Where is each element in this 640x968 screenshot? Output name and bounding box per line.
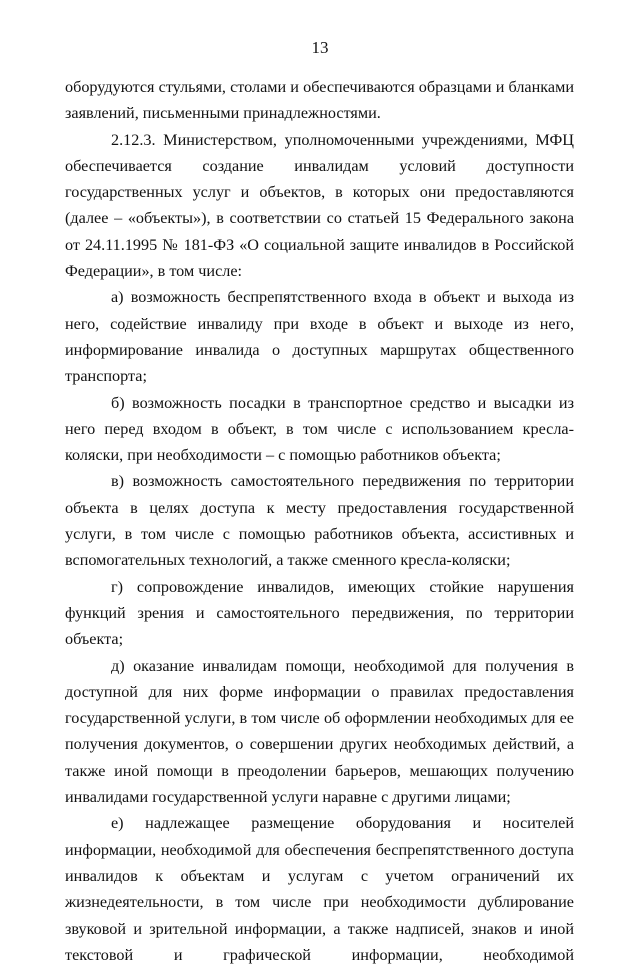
list-item-g: г) сопровождение инвалидов, имеющих стойкие нарушения функций зрения и самостоятельного передвижения, по территории объекта;	[65, 577, 574, 649]
paragraph-2-12-3: 2.12.3. Министерством, уполномоченными учреждениями, МФЦ обеспечивается создание инвалидам условий доступности государственных услуг и объектов, в которых они предоставляются (далее – «объекты»), в соответствии со статьей 15 Федерального закона от 24.11.1995 № 181-ФЗ «О социальной защите инвалидов в Российской Федерации», в том числе:	[65, 130, 574, 281]
list-item-d: д) оказание инвалидам помощи, необходимой для получения в доступной для них форме информации о правилах предоставления государственной услуги, в том числе об оформлении необходимых для ее получения документов, о совершении других необходимых действий, а также иной помощи в преодолении барьеров, мешающих получению инвалидами государственной услуги наравне с другими лицами;	[65, 656, 574, 807]
paragraph-continuation: оборудуются стульями, столами и обеспечиваются образцами и бланками заявлений, письменными принадлежностями.	[65, 78, 574, 123]
page-number: 13	[311, 38, 329, 57]
list-item-v: в) возможность самостоятельного передвижения по территории объекта в целях доступа к месту предоставления государственной услуги, в том числе с помощью работников объекта, ассистивных и вспомогательных технологий, а также сменного кресла-коляски;	[65, 472, 574, 570]
document-body	[65, 74, 574, 968]
list-item-b: б) возможность посадки в транспортное средство и высадки из него перед входом в объект, в том числе с использованием кресла-коляски, при необходимости – с помощью работников объекта;	[65, 393, 574, 465]
list-item-e: е) надлежащее размещение оборудования и носителей информации, необходимой для обеспечения беспрепятственного доступа инвалидов к объектам и услугам с учетом ограничений их жизнедеятельности, в том числе при необходимости дублирование звуковой и зрительной информации, а также надписей, знаков и иной текстовой и графической информации, необходимой	[65, 814, 574, 964]
list-item-a: а) возможность беспрепятственного входа в объект и выхода из него, содействие инвалиду при входе в объект и выходе из него, информирование инвалида о доступных маршрутах общественного транспорта;	[65, 288, 574, 386]
